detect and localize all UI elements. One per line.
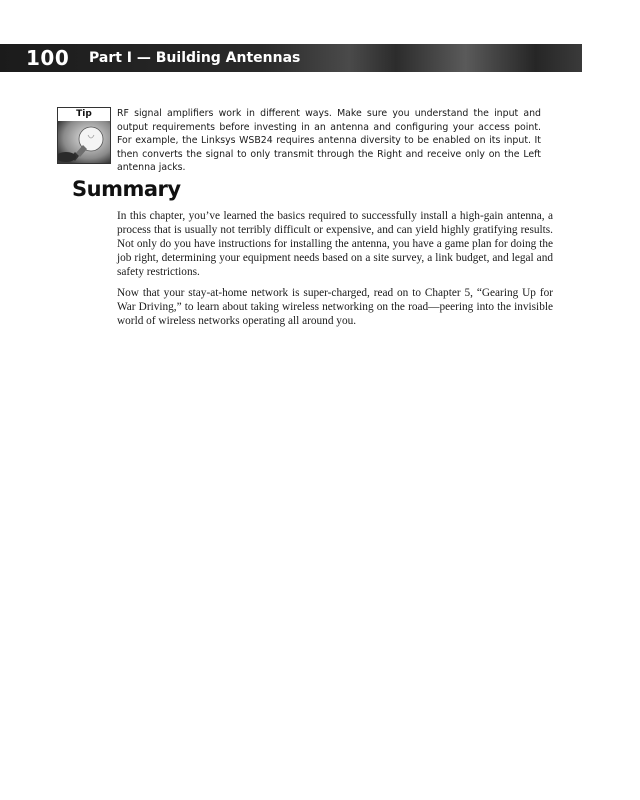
section-heading: Summary (72, 177, 181, 201)
body-paragraph-2: Now that your stay-at-home network is super-charged, read on to Chapter 5, “Gearing Up for War Driving,” to learn about taking wireless networking on the road—peering into the invisible world of wireless networks operating all around you. (117, 287, 553, 328)
body-paragraph-1: In this chapter, you’ve learned the basics required to successfully install a high-gain antenna, a process that is usually not terribly difficult or expensive, and can yield highly gratifying results. Not only do you have instructions for installing the antenna, you have a game plan for doing the job right, determining your equipment needs based on a site survey, a link budget, and legal and safety restrictions. (117, 210, 553, 279)
tip-text: RF signal amplifiers work in different ways. Make sure you understand the input and output requirements before investing in an antenna and configuring your access point. For example, the Linksys WSB24 requires antenna diversity to be enabled on its input. It then converts the signal to only transmit through the Right and receive only on the Left antenna jacks. (117, 108, 541, 174)
tip-label: Tip (76, 109, 92, 119)
lightbulb-icon (58, 121, 110, 163)
tip-callout (57, 107, 111, 164)
page-number: 100 (26, 46, 70, 70)
running-header-title: Part I — Building Antennas (89, 50, 301, 66)
